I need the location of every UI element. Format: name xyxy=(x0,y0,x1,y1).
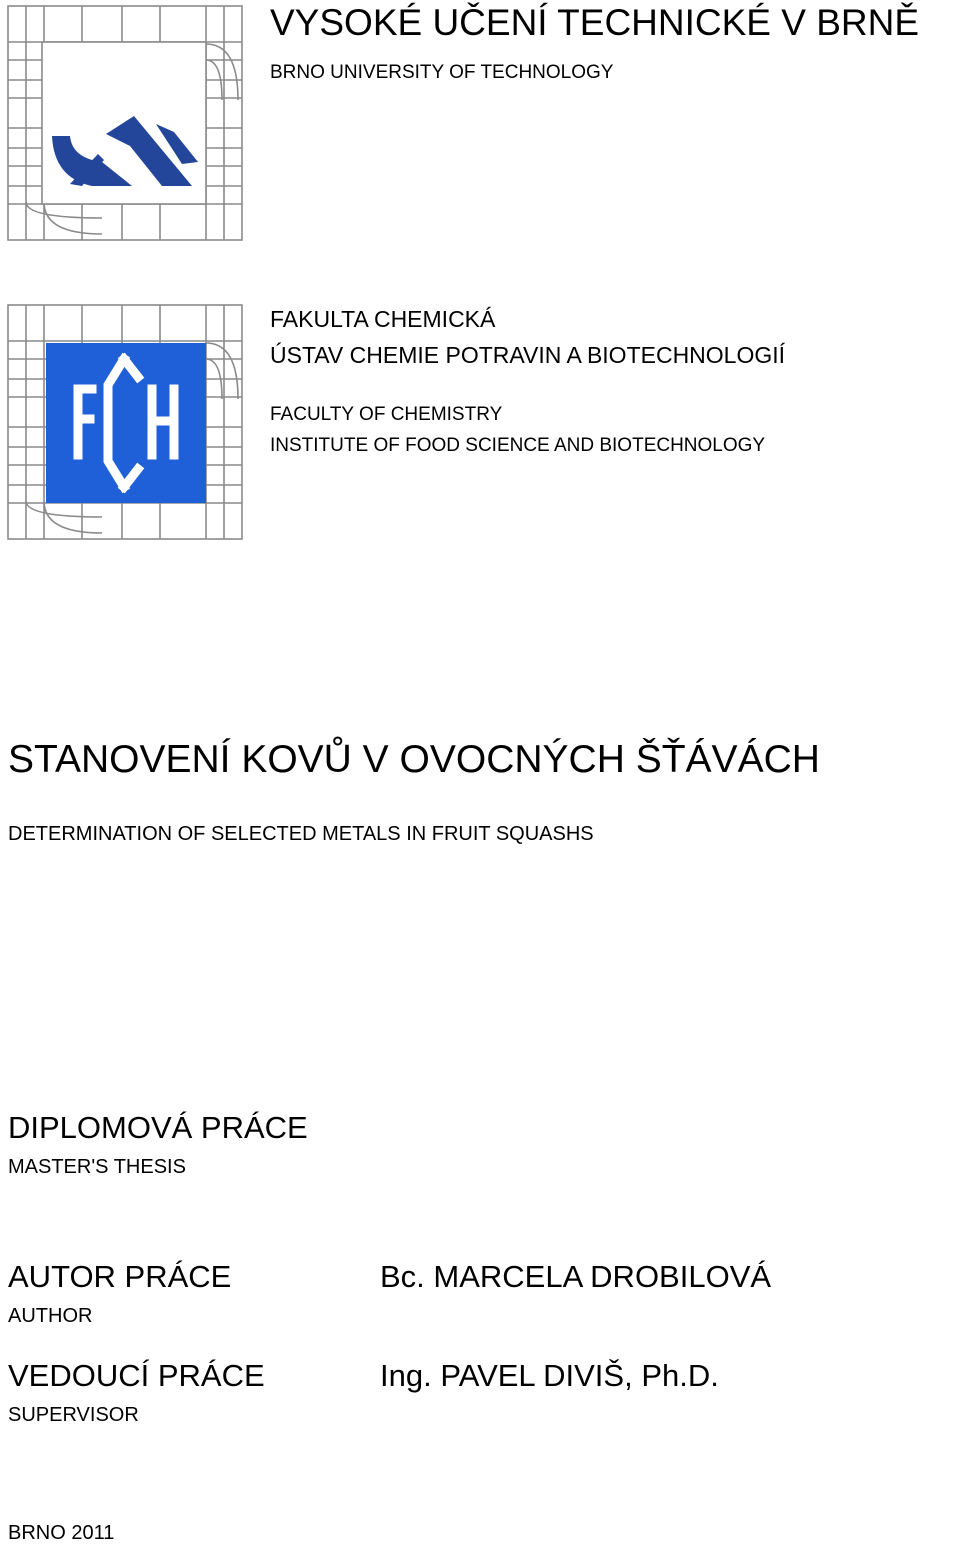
supervisor-label: VEDOUCÍ PRÁCE xyxy=(8,1358,265,1393)
thesis-title: STANOVENÍ KOVŮ V OVOCNÝCH ŠŤÁVÁCH xyxy=(8,738,820,781)
thesis-type: DIPLOMOVÁ PRÁCE xyxy=(8,1110,308,1145)
thesis-title-en: DETERMINATION OF SELECTED METALS IN FRUIT SQUASHS xyxy=(8,823,594,845)
author-label-en: AUTHOR xyxy=(8,1305,93,1327)
place-year: BRNO 2011 xyxy=(8,1522,115,1544)
supervisor-name: Ing. PAVEL DIVIŠ, Ph.D. xyxy=(380,1358,719,1393)
faculty-name: FAKULTA CHEMICKÁ xyxy=(270,306,496,332)
vut-logo-icon xyxy=(6,4,246,244)
institute-name: ÚSTAV CHEMIE POTRAVIN A BIOTECHNOLOGIÍ xyxy=(270,342,786,368)
university-name-en: BRNO UNIVERSITY OF TECHNOLOGY xyxy=(270,62,614,83)
author-name: Bc. MARCELA DROBILOVÁ xyxy=(380,1259,772,1294)
university-name: VYSOKÉ UČENÍ TECHNICKÉ V BRNĚ xyxy=(270,2,920,43)
faculty-name-en: FACULTY OF CHEMISTRY xyxy=(270,404,503,425)
thesis-type-en: MASTER'S THESIS xyxy=(8,1156,186,1178)
fch-logo-icon xyxy=(6,303,246,543)
author-label: AUTOR PRÁCE xyxy=(8,1259,232,1294)
institute-name-en: INSTITUTE OF FOOD SCIENCE AND BIOTECHNOLOGY xyxy=(270,435,766,456)
supervisor-label-en: SUPERVISOR xyxy=(8,1404,139,1426)
